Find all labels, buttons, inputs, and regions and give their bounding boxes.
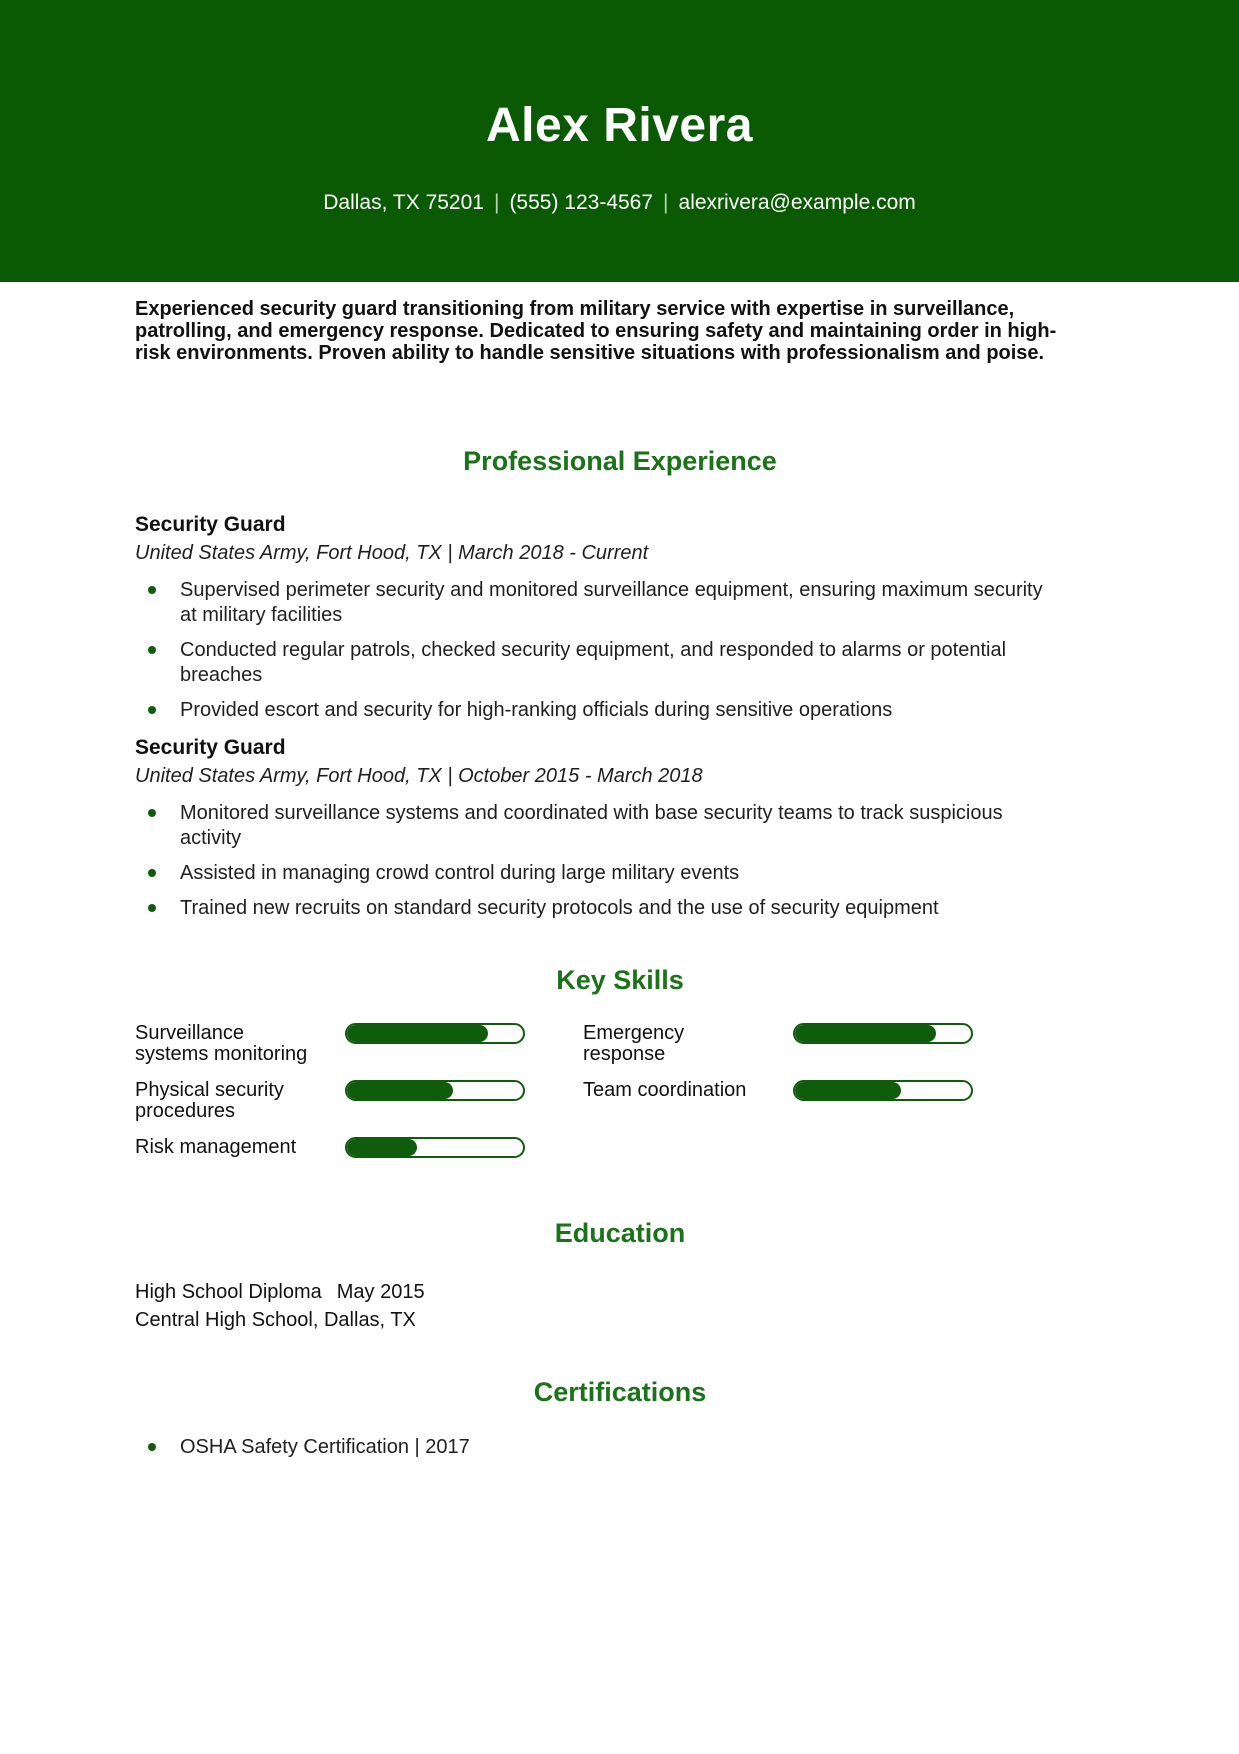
section-heading-certifications: Certifications [533,1377,707,1407]
contact-line [0,190,1239,216]
job-entry [135,514,1105,723]
skill-bar-fill [347,1082,453,1099]
skill-bar-fill [795,1025,936,1042]
bullet-dot-icon [148,869,156,877]
skill-bar-fill [347,1139,417,1156]
contact-separator: | [493,191,500,214]
skill-label: Team coordination [583,1079,747,1101]
job-meta: United States Army, Fort Hood, TX | October 2015 - March 2018 [135,765,703,787]
candidate-name: Alex Rivera [486,99,753,152]
contact-email: alexrivera@example.com [678,191,916,214]
contact-phone: (555) 123-4567 [509,191,654,214]
education-date: May 2015 [336,1281,425,1303]
job-bullet [135,578,1105,628]
job-bullet-text: Conducted regular patrols, checked security equipment, and responded to alarms or potential breaches [180,639,1007,686]
bullet-dot-icon [148,904,156,912]
education-school-line [135,1306,1105,1334]
skill-label: Emergency response [583,1022,685,1065]
header-band [0,0,1239,282]
job-bullet [135,801,1105,851]
skill-bar-fill [795,1082,901,1099]
job-bullet-text: Trained new recruits on standard security protocols and the use of security equipment [180,897,939,919]
resume-body [135,298,1105,1460]
job-bullet-text: Supervised perimeter security and monitored surveillance equipment, ensuring maximum security at military facilities [180,579,1043,626]
job-bullet-list [135,801,1105,921]
skill-label: Risk management [135,1136,297,1158]
job-bullet [135,861,1105,886]
education-degree-line [135,1278,1105,1306]
bullet-dot-icon [148,646,156,654]
section-heading-education: Education [554,1218,686,1248]
section-heading-experience: Professional Experience [463,446,777,476]
bullet-dot-icon [148,706,156,714]
job-bullet-list [135,578,1105,723]
skills-grid [135,1023,1105,1158]
contact-location: Dallas, TX 75201 [323,191,484,214]
job-bullet [135,896,1105,921]
skill-bar [793,1023,973,1044]
education-degree: High School Diploma [135,1281,322,1303]
skill-bar [345,1023,525,1044]
job-bullet-text: Monitored surveillance systems and coordinated with base security teams to track suspicious activity [180,802,1003,849]
summary-text: Experienced security guard transitioning from military service with expertise in surveillance, patrolling, and emergency response. Dedicated to ensuring safety and maintaining order in high-risk environments. Proven ability to handle sensitive situations with professionalism and poise. [135,298,1057,364]
job-bullet-text: Provided escort and security for high-ranking officials during sensitive operations [180,699,893,721]
certification-item [135,1435,1105,1460]
section-heading-skills: Key Skills [556,965,684,995]
skill-bar [345,1137,525,1158]
certification-text: OSHA Safety Certification | 2017 [180,1436,470,1458]
bullet-dot-icon [148,1443,156,1451]
job-title: Security Guard [135,513,286,536]
job-bullet [135,638,1105,688]
skill-bar-fill [347,1025,488,1042]
job-meta: United States Army, Fort Hood, TX | March 2018 - Current [135,542,649,564]
bullet-dot-icon [148,809,156,817]
bullet-dot-icon [148,586,156,594]
job-bullet-text: Assisted in managing crowd control during large military events [180,862,740,884]
certification-list [135,1435,1105,1460]
job-title: Security Guard [135,736,286,759]
job-entry [135,737,1105,921]
contact-separator: | [663,191,669,214]
skill-bar [345,1080,525,1101]
education-school: Central High School, Dallas, TX [135,1309,416,1331]
skill-bar [793,1080,973,1101]
job-bullet [135,698,1105,723]
skill-label: Physical security procedures [135,1079,284,1122]
skill-label: Surveillance systems monitoring [135,1022,308,1065]
